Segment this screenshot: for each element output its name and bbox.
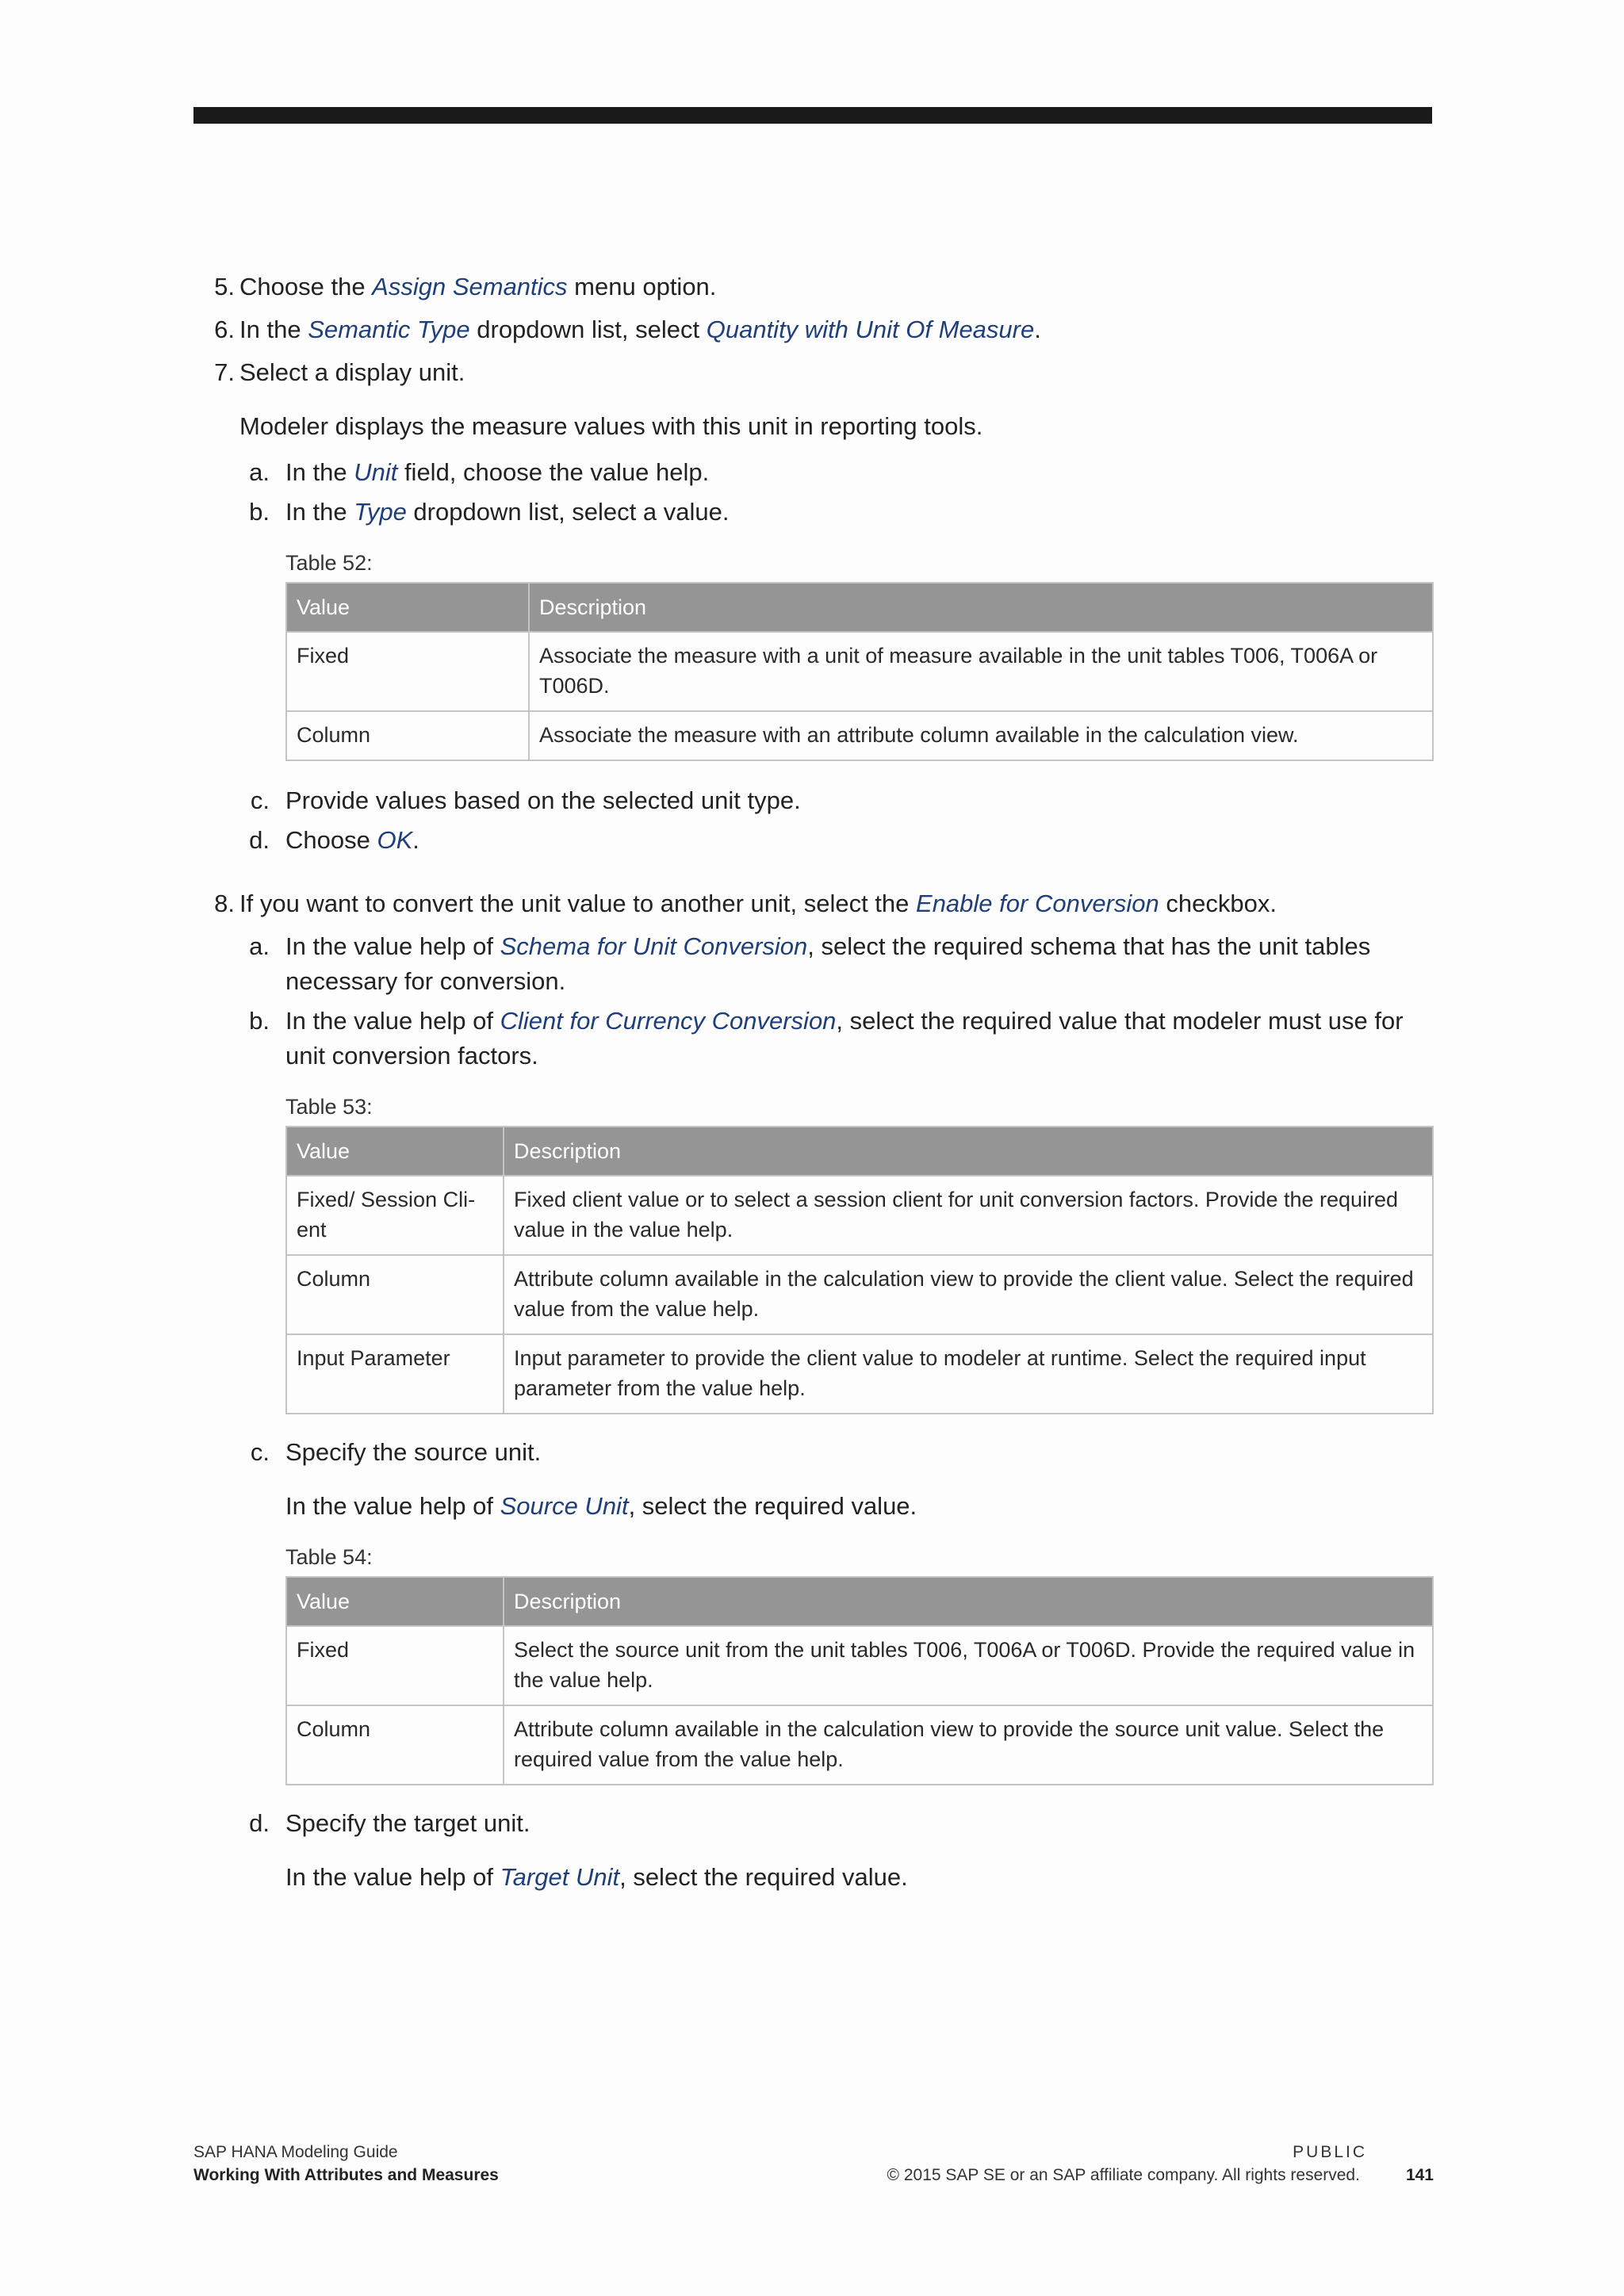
ui-term-source-unit: Source Unit: [500, 1492, 629, 1520]
step-number: 8.: [214, 890, 235, 917]
table-row: Column Associate the measure with an attribute column available in the calculation view.: [286, 711, 1433, 760]
document-body: [200, 270, 1434, 1895]
column-header-description: Description: [504, 1577, 1433, 1626]
footer-right: [887, 2141, 1434, 2187]
ui-term-semantic-type: Semantic Type: [308, 316, 470, 343]
table-52: [285, 582, 1434, 761]
table-row: Fixed/ Session Client Fixed client value or to select a session client for unit conversion factors. Provide the required value in the value help.: [286, 1176, 1433, 1255]
guide-title: SAP HANA Modeling Guide: [193, 2143, 398, 2161]
step-7c: c. Provide values based on the selected unit type.: [250, 786, 801, 814]
header-rule: [193, 107, 1432, 124]
ui-term-client-currency-conversion: Client for Currency Conversion: [500, 1007, 837, 1035]
column-header-value: Value: [286, 583, 529, 632]
ui-term-assign-semantics: Assign Semantics: [372, 273, 568, 300]
step-8c: c. Specify the source unit.: [250, 1438, 542, 1466]
ui-term-type: Type: [354, 498, 407, 526]
ui-term-unit: Unit: [354, 458, 398, 486]
table-row: Fixed Select the source unit from the unit tables T006, T006A or T006D. Provide the required value in the value help.: [286, 1626, 1433, 1705]
column-header-description: Description: [504, 1127, 1433, 1176]
classification-label: PUBLIC: [1293, 2143, 1367, 2161]
table-54: [285, 1576, 1434, 1785]
step-8d-note: In the value help of Target Unit, select the required value.: [285, 1863, 908, 1891]
step-number: 5.: [214, 273, 235, 300]
column-header-value: Value: [286, 1127, 504, 1176]
column-header-description: Description: [529, 583, 1433, 632]
step-8: 8. If you want to convert the unit value to another unit, select the Enable for Conversion checkbox.: [200, 886, 1434, 921]
step-5: 5. Choose the Assign Semantics menu option.: [200, 270, 1434, 304]
table-row: Fixed Associate the measure with a unit of measure available in the unit tables T006, T006A or T006D.: [286, 632, 1433, 711]
ui-term-quantity-uom: Quantity with Unit Of Measure: [706, 316, 1035, 343]
step-8b: b. In the value help of Client for Currency Conversion, select the required value that modeler must use for unit conversion factors.: [249, 1007, 1404, 1070]
step-8a: a. In the value help of Schema for Unit Conversion, select the required schema that has the unit tables necessary for conversion.: [249, 932, 1371, 995]
step-7b: b. In the Type dropdown list, select a value.: [249, 498, 730, 526]
step-8c-note: In the value help of Source Unit, select the required value.: [285, 1492, 917, 1520]
section-title: Working With Attributes and Measures: [193, 2166, 499, 2184]
step-6: 6. In the Semantic Type dropdown list, select Quantity with Unit Of Measure.: [200, 312, 1434, 347]
footer-left: [193, 2141, 499, 2187]
table-row: Input Parameter Input parameter to provide the client value to modeler at runtime. Select the required input parameter from the value help.: [286, 1334, 1433, 1414]
page-number: 141: [1405, 2166, 1434, 2184]
ui-term-target-unit: Target Unit: [500, 1863, 620, 1891]
table-53-caption: Table 53:: [285, 1095, 373, 1119]
table-row: Column Attribute column available in the calculation view to provide the source unit value. Select the required value from the value help.: [286, 1705, 1433, 1785]
ui-term-enable-for-conversion: Enable for Conversion: [916, 890, 1159, 917]
step-7a: a. In the Unit field, choose the value help.: [249, 458, 710, 486]
table-52-caption: Table 52:: [285, 551, 373, 575]
table-53: [285, 1126, 1434, 1414]
step-number: 6.: [214, 316, 235, 343]
step-number: 7.: [214, 358, 235, 386]
step-7d: d. Choose OK.: [249, 826, 419, 854]
step-8d: d. Specify the target unit.: [249, 1809, 530, 1837]
ui-term-ok: OK: [377, 826, 413, 854]
copyright-text: © 2015 SAP SE or an SAP affiliate company. All rights reserved.: [887, 2166, 1360, 2184]
step-7: 7. Select a display unit.: [200, 355, 1434, 390]
column-header-value: Value: [286, 1577, 504, 1626]
table-54-caption: Table 54:: [285, 1545, 373, 1569]
ui-term-schema-unit-conversion: Schema for Unit Conversion: [500, 932, 808, 960]
table-row: Column Attribute column available in the calculation view to provide the client value. Select the required value from the value help.: [286, 1255, 1433, 1334]
step-7-note: Modeler displays the measure values with this unit in reporting tools.: [239, 412, 983, 440]
